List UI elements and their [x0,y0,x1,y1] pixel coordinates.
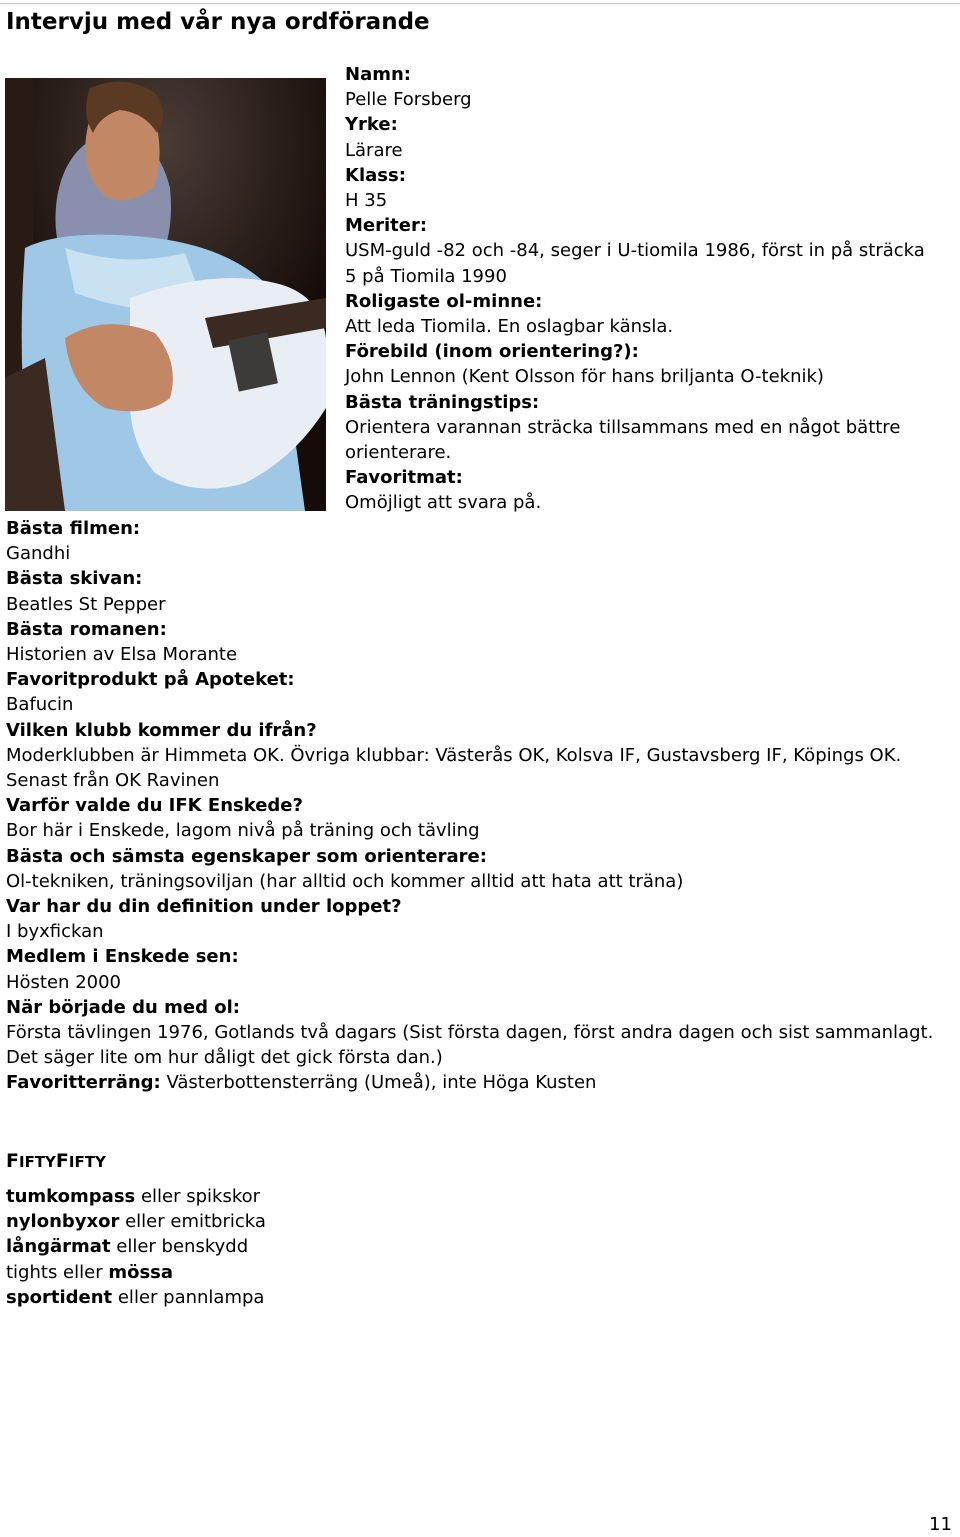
value-meriter-line-2: 5 på Tiomila 1990 [345,265,507,287]
fiftyfifty-or: eller [110,1236,162,1258]
value-vilken-klubb-line-1: Moderklubben är Himmeta OK. Övriga klubbar: Västerås OK, Kolsva IF, Gustavsberg IF, Köpings OK. [6,744,902,766]
value-favoritmat: Omöjligt att svara på. [345,492,542,514]
fiftyfifty-item [6,1285,266,1310]
fiftyfifty-option-b: benskydd [161,1236,249,1258]
profile-facts-right [345,62,925,516]
favoritterrang-line [6,1070,933,1095]
label-medlem-sen: Medlem i Enskede sen: [6,946,239,968]
label-klass: Klass: [345,164,406,186]
label-egenskaper: Bästa och sämsta egenskaper som orienterare: [6,845,487,867]
fiftyfifty-heading [6,1149,106,1174]
value-basta-romanen: Historien av Elsa Morante [6,644,238,666]
value-traningstips-line-2: orienterare. [345,442,452,464]
fiftyfifty-item [6,1260,266,1285]
fiftyfifty-heading-f1: F [6,1150,19,1172]
value-klass: H 35 [345,190,388,212]
value-favoritprodukt: Bafucin [6,694,74,716]
value-medlem-sen: Hösten 2000 [6,971,121,993]
value-basta-filmen: Gandhi [6,543,71,565]
fiftyfifty-option-a: nylonbyxor [6,1211,120,1233]
label-meriter: Meriter: [345,215,428,237]
fiftyfifty-option-b: mössa [108,1261,174,1283]
fiftyfifty-list [6,1184,266,1310]
label-varfor-ifk-enskede: Varför valde du IFK Enskede? [6,795,303,817]
page-number: 11 [929,1514,952,1535]
value-roligaste-ol-minne: Att leda Tiomila. En oslagbar känsla. [345,316,674,338]
label-borjade-ol: När började du med ol: [6,996,240,1018]
value-yrke: Lärare [345,139,403,161]
label-roligaste-ol-minne: Roligaste ol-minne: [345,290,543,312]
fiftyfifty-item [6,1184,266,1209]
fiftyfifty-heading-ifty1: IFTY [18,1153,56,1171]
value-definition: I byxfickan [6,921,104,943]
fiftyfifty-option-a: sportident [6,1286,113,1308]
fiftyfifty-option-b: pannlampa [163,1286,265,1308]
fiftyfifty-option-a: tights [6,1261,58,1283]
label-forebild: Förebild (inom orientering?): [345,341,639,363]
fiftyfifty-option-b: emitbricka [170,1211,266,1233]
label-favoritterrang: Favoritterräng: [6,1072,161,1094]
label-favoritmat: Favoritmat: [345,467,463,489]
fiftyfifty-or: eller [112,1286,164,1308]
value-favoritterrang: Västerbottensterräng (Umeå), inte Höga Kusten [160,1072,597,1094]
fiftyfifty-item [6,1209,266,1234]
fiftyfifty-or: eller [135,1186,187,1207]
value-forebild: John Lennon (Kent Olsson för hans briljanta O-teknik) [345,366,824,388]
fiftyfifty-or: eller [57,1261,109,1283]
top-rule [0,3,960,4]
value-borjade-ol-line-1: Första tävlingen 1976, Gotlands två dagars (Sist första dagen, först andra dagen och sist sammanlagt. [6,1022,934,1044]
value-traningstips-line-1: Orientera varannan sträcka tillsammans med en något bättre [345,416,901,438]
value-namn: Pelle Forsberg [345,89,472,111]
label-vilken-klubb: Vilken klubb kommer du ifrån? [6,719,317,741]
fiftyfifty-option-b: spikskor [186,1186,261,1207]
value-meriter-line-1: USM-guld -82 och -84, seger i U-tiomila 1986, först in på sträcka [345,240,925,262]
label-definition: Var har du din definition under loppet? [6,896,402,918]
fiftyfifty-heading-ifty2: IFTY [68,1153,106,1171]
value-varfor-ifk-enskede: Bor här i Enskede, lagom nivå på träning och tävling [6,820,480,842]
label-favoritprodukt: Favoritprodukt på Apoteket: [6,669,295,691]
fiftyfifty-heading-f2: F [55,1150,69,1172]
fiftyfifty-or: eller [119,1211,171,1233]
value-borjade-ol-line-2: Det säger lite om hur dåligt det gick första dan.) [6,1047,443,1069]
page-title: Intervju med vår nya ordförande [6,9,430,35]
value-egenskaper: Ol-tekniken, träningsoviljan (har alltid och kommer alltid att hata att träna) [6,870,684,892]
label-yrke: Yrke: [345,114,398,136]
label-namn: Namn: [345,64,411,85]
value-vilken-klubb-line-2: Senast från OK Ravinen [6,770,220,792]
fiftyfifty-option-a: tumkompass [6,1186,136,1207]
fiftyfifty-option-a: långärmat [6,1236,111,1258]
fiftyfifty-item [6,1234,266,1259]
label-basta-filmen: Bästa filmen: [6,518,141,539]
label-basta-romanen: Bästa romanen: [6,618,167,640]
value-basta-skivan: Beatles St Pepper [6,593,166,615]
profile-facts-left [6,516,933,1096]
portrait-photo [5,78,326,511]
label-basta-traningstips: Bästa träningstips: [345,391,540,413]
label-basta-skivan: Bästa skivan: [6,568,143,590]
